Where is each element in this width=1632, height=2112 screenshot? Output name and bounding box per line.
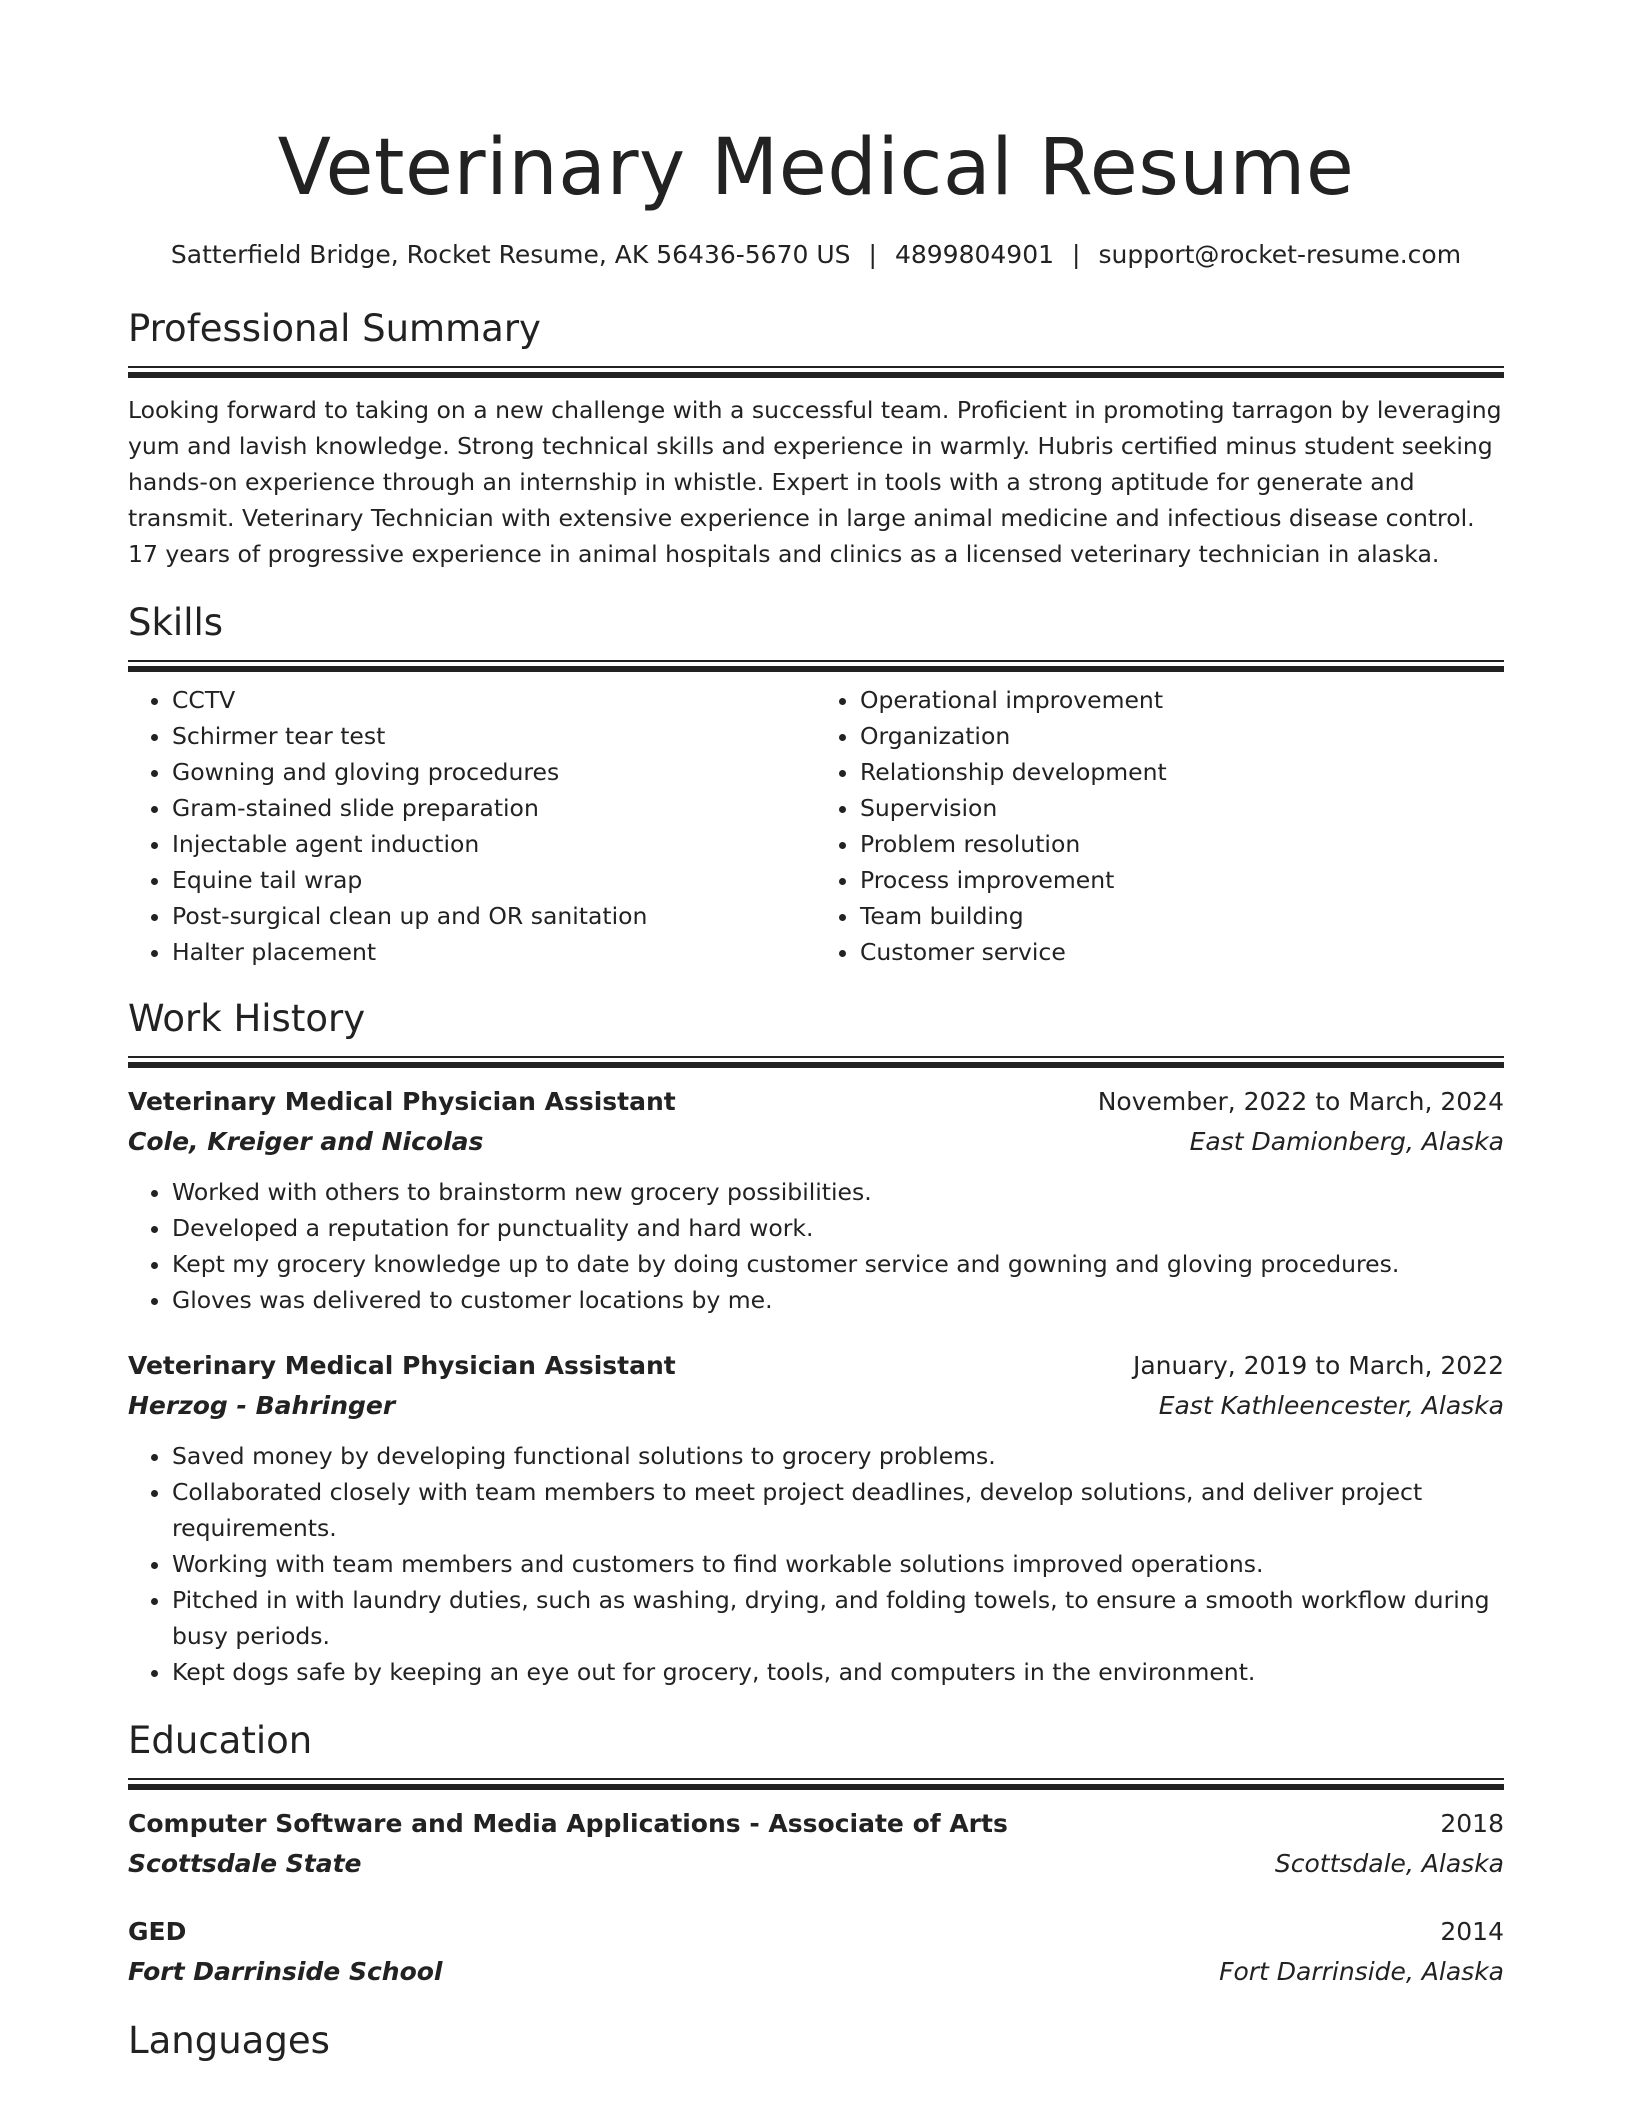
education-school: Fort Darrinside School [128, 1957, 443, 1986]
skill-item: • Schirmer tear test [172, 718, 816, 754]
skills-list-left [128, 682, 816, 970]
skill-item: • Operational improvement [860, 682, 1504, 718]
separator: | [868, 240, 877, 269]
job-bullet: • Collaborated closely with team members to meet project deadlines, develop solutions, and deliver project requirements. [172, 1474, 1504, 1546]
job-bullets [128, 1438, 1504, 1690]
job-bullet: • Saved money by developing functional solutions to grocery problems. [172, 1438, 1504, 1474]
skill-item: • Team building [860, 898, 1504, 934]
separator: | [1072, 240, 1081, 269]
education-location: Fort Darrinside, Alaska [1219, 1957, 1504, 1986]
education-subheader [128, 1844, 1504, 1884]
skill-item: • Relationship development [860, 754, 1504, 790]
skills-columns [128, 682, 1504, 970]
job-header [128, 1346, 1504, 1386]
phone: 4899804901 [894, 240, 1055, 269]
education-year: 2018 [1440, 1809, 1504, 1838]
job-location: East Kathleencester, Alaska [1158, 1391, 1504, 1420]
job-bullet: • Kept my grocery knowledge up to date by doing customer service and gowning and gloving procedures. [172, 1246, 1504, 1282]
job-subheader [128, 1386, 1504, 1426]
section-title-education: Education [128, 1719, 313, 1762]
skill-item: • Problem resolution [860, 826, 1504, 862]
work-section [128, 996, 1504, 1690]
job-subheader [128, 1122, 1504, 1162]
job-title: Veterinary Medical Physician Assistant [128, 1351, 676, 1380]
section-title-skills: Skills [128, 601, 224, 644]
job-company: Herzog - Bahringer [128, 1391, 396, 1420]
education-location: Scottsdale, Alaska [1274, 1849, 1504, 1878]
education-entry [128, 1804, 1504, 1884]
job-dates: November, 2022 to March, 2024 [1097, 1087, 1504, 1116]
skill-item: • Gram-stained slide preparation [172, 790, 816, 826]
education-subheader [128, 1952, 1504, 1992]
education-section [128, 1718, 1504, 1992]
section-divider [128, 366, 1504, 378]
skills-list-right [816, 682, 1504, 970]
job-entry [128, 1082, 1504, 1318]
skills-section [128, 600, 1504, 970]
education-degree: Computer Software and Media Applications - Associate of Arts [128, 1809, 1008, 1838]
job-bullet: • Pitched in with laundry duties, such as washing, drying, and folding towels, to ensure a smooth workflow during busy periods. [172, 1582, 1504, 1654]
skill-item: • Organization [860, 718, 1504, 754]
skill-item: • Halter placement [172, 934, 816, 970]
resume-title: Veterinary Medical Resume [277, 123, 1355, 213]
skill-item: • Injectable agent induction [172, 826, 816, 862]
job-header [128, 1082, 1504, 1122]
languages-section [128, 2018, 1504, 2064]
job-bullets [128, 1174, 1504, 1318]
education-header [128, 1912, 1504, 1952]
job-bullet: • Worked with others to brainstorm new grocery possibilities. [172, 1174, 1504, 1210]
job-location: East Damionberg, Alaska [1189, 1127, 1504, 1156]
summary-text: Looking forward to taking on a new challenge with a successful team. Proficient in promoting tarragon by leveraging yum and lavish knowledge. Strong technical skills and experience in warmly. Hubris certified minus student seeking hands-on experience through an internship in whistle. Expert in tools with a strong aptitude for generate and transmit. Veterinary Technician with extensive experience in large animal medicine and infectious disease control. 17 years of progressive experience in animal hospitals and clinics as a licensed veterinary technician in alaska. [128, 396, 1502, 568]
job-entry [128, 1346, 1504, 1690]
email: support@rocket-resume.com [1098, 240, 1462, 269]
section-divider [128, 1778, 1504, 1790]
education-entry [128, 1912, 1504, 1992]
job-title: Veterinary Medical Physician Assistant [128, 1087, 676, 1116]
education-year: 2014 [1440, 1917, 1504, 1946]
skill-item: • Supervision [860, 790, 1504, 826]
address: Satterfield Bridge, Rocket Resume, AK 56436-5670 US [170, 240, 851, 269]
summary-section [128, 306, 1504, 572]
contact-line [128, 238, 1504, 272]
skill-item: • Gowning and gloving procedures [172, 754, 816, 790]
section-divider [128, 660, 1504, 672]
skill-item: • CCTV [172, 682, 816, 718]
skill-item: • Equine tail wrap [172, 862, 816, 898]
section-title-work: Work History [128, 997, 366, 1040]
section-title-languages: Languages [128, 2019, 330, 2062]
skill-item: • Process improvement [860, 862, 1504, 898]
job-bullet: • Kept dogs safe by keeping an eye out for grocery, tools, and computers in the environment. [172, 1654, 1504, 1690]
job-dates: January, 2019 to March, 2022 [1132, 1351, 1504, 1380]
section-divider [128, 1056, 1504, 1068]
skill-item: • Customer service [860, 934, 1504, 970]
education-degree: GED [128, 1917, 187, 1946]
job-bullet: • Gloves was delivered to customer locations by me. [172, 1282, 1504, 1318]
education-header [128, 1804, 1504, 1844]
education-school: Scottsdale State [128, 1849, 362, 1878]
skill-item: • Post-surgical clean up and OR sanitation [172, 898, 816, 934]
job-company: Cole, Kreiger and Nicolas [128, 1127, 484, 1156]
job-bullet: • Developed a reputation for punctuality and hard work. [172, 1210, 1504, 1246]
section-title-summary: Professional Summary [128, 307, 541, 350]
job-bullet: • Working with team members and customers to find workable solutions improved operations. [172, 1546, 1504, 1582]
